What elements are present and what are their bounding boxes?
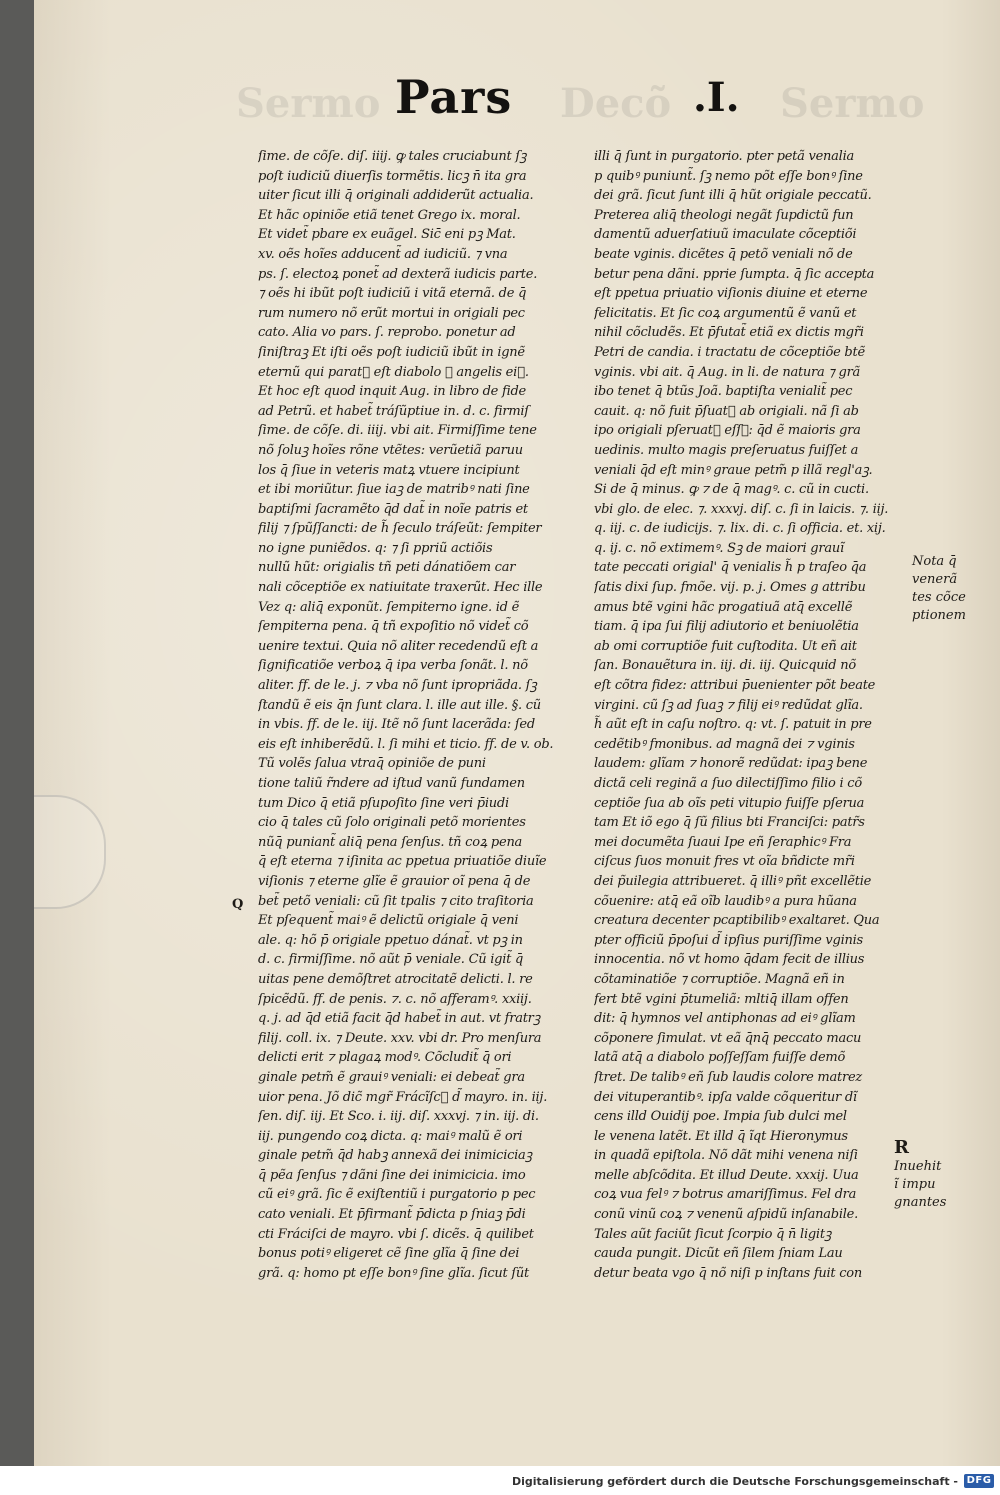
text-line: bonus potiꝰ eligeret cẽ ſine glĩa q̄ ſine dei: [258, 1246, 520, 1262]
text-line: poſt iudiciũ diuerſis tormẽtis. licꝫ n̄ ita gra: [258, 168, 527, 184]
text-line: cũ eiꝰ grã. ſic ẽ exiſtentiũ i purgatorio p pec: [258, 1187, 536, 1203]
text-line: Si de q̄ minus. ꝙ ⁊ de q̄ magꝰ. c. cũ in cucti.: [594, 482, 869, 498]
text-line: ceptiõe ſua ab oĩs peti vitupio fuiſſe pſerua: [594, 795, 865, 811]
text-line: ſempiterna pena. q̄ tñ expoſitio nõ videt̃ cõ: [258, 619, 529, 635]
text-line: Petri de candia. i tractatu de cõceptiõe btẽ: [594, 344, 865, 360]
text-line: beate vginis. dicẽtes q̄ petõ veniali nõ de: [594, 246, 853, 262]
text-line: betur pena dãni. pprie ſumpta. q̄ ſic accepta: [594, 266, 875, 282]
margin-note-line: tes cõce: [912, 590, 966, 605]
text-line: nihil cõcludẽs. Et p̄futat̃ etiã ex dictis mgr̃i: [594, 325, 864, 341]
footer-bar: [0, 1466, 1000, 1495]
text-line: ſime. de cõſe. di. iiij. vbi ait. Firmiſſime tene: [258, 423, 537, 439]
text-line: h̃ aũt eſt in caſu noſtro. q: vt. ſ. patuit in pre: [594, 717, 872, 733]
text-line: cedẽtibꝰ fmonibus. ad magnã dei ⁊ vginis: [594, 736, 855, 752]
text-line: dictã celi reginã a ſuo dilectiſſimo filio i cõ: [594, 776, 862, 791]
text-line: tate peccati origial' q̄ venialis h̃ p traſeo q̄a: [594, 560, 867, 576]
text-line: ſpicẽdũ. ff. de penis. ⁊. c. nõ afferamꝰ. xxiij.: [258, 991, 532, 1007]
text-line: ibo tenet q̄ btũs Joã. baptiſta venialit̃ pec: [594, 384, 853, 400]
text-line: uenire textui. Quia nõ aliter recedendũ eſt a: [258, 638, 539, 654]
text-line: eſt cõtra fidez: attribui p̄uenienter põt beate: [594, 678, 876, 694]
text-line: dei p̃uilegia attribueret. q̄ illiꝰ pñt excellẽtie: [594, 873, 872, 889]
text-line: cato veniali. Et p̄firmant̃ p̄dicta p ſniaꝫ p̄di: [258, 1207, 526, 1223]
margin-note-2: [894, 1138, 946, 1212]
running-header: [0, 70, 1000, 130]
text-line: coꝝ vua felꝰ ⁊ botrus amariſſimus. Fel dra: [594, 1187, 857, 1203]
text-line: dit: q̄ hymnos vel antiphonas ad eiꝰ glĩam: [594, 1011, 856, 1027]
text-line: ciſcus ſuos monuit fres vt oĩa bñdicte mr̃i: [594, 854, 855, 870]
text-line: vginis. vbi ait. q̄ Aug. in li. de natura ⁊ grã: [594, 364, 861, 380]
text-line: ipo origiali pſeruat᷒ eſſꝫ: q̄d ẽ maioris gra: [594, 423, 861, 439]
text-line: cõuenire: atq̄ eã oĩb laudibꝰ a pura hũana: [594, 893, 857, 909]
text-line: Tũ volẽs ſalua vtraq̄ opiniõe de puni: [258, 756, 486, 772]
text-line: latã atq̄ a diabolo poſſeſſam fuiſſe demõ: [594, 1050, 846, 1066]
text-line: filij. coll. ix. ⁊ Deute. xxv. vbi dr. Pro menſura: [258, 1030, 542, 1046]
text-line: iij. pungendo coꝝ dicta. q: maiꝰ malũ ẽ ori: [258, 1128, 523, 1144]
text-line: uiter ſicut illi q̄ originali addiderũt actualia.: [258, 188, 534, 204]
margin-note-line: Inuehit: [894, 1159, 942, 1174]
text-line: detur beata vgo q̄ nõ niſi p inſtans fuit con: [594, 1265, 862, 1281]
bleed-through-text: Sermo: [780, 80, 925, 127]
text-line: ale. q: hõ p̄ origiale ppetuo dánat̃. vt pꝫ in: [258, 932, 523, 948]
text-line: ab omi corruptiõe fuit cuſtodita. Ut eñ ait: [594, 638, 857, 654]
margin-note-line: gnantes: [894, 1195, 947, 1210]
text-line: ginale petm̃ ẽ grauiꝰ veniali: ei debeat̃ gra: [258, 1069, 525, 1085]
text-line: Preterea aliq̄ theologi negãt ſupdictũ fun: [594, 207, 854, 223]
text-line: cauda pungit. Dicũt eñ ſilem ſniam Lau: [594, 1246, 843, 1262]
text-line: q. j. ad q̄d etiã facit q̄d habet̃ in aut. vt fratrꝫ: [258, 1011, 541, 1027]
text-line: uitas pene demõſtret atrocitatẽ delicti. l. re: [258, 971, 533, 987]
text-line: Et hãc opiniõe etiã tenet Grego ix. moral.: [258, 207, 521, 223]
text-line: fert btẽ vgini p̄tumeliã: mltiq̄ illam offen: [594, 991, 849, 1007]
text-line: viſionis ⁊ eterne glĩe ẽ grauior oĩ pena q̄ de: [258, 873, 531, 889]
text-line: veniali q̄d eſt minꝰ graue petm̃ p illã regl'aꝫ.: [594, 462, 873, 478]
margin-note-line: R: [894, 1137, 909, 1158]
text-line: uedinis. multo magis preſeruatus fuiſſet a: [594, 442, 859, 458]
text-line: et ibi moriũtur. ſiue iaꝫ de matribꝰ nati ſine: [258, 482, 530, 498]
text-line: innocentia. nõ vt homo q̄dam fecit de illius: [594, 952, 865, 968]
text-line: Et pſequent̃ maiꝰ ẽ delictũ origiale q̄ veni: [258, 913, 519, 929]
text-line: ſen. diſ. iij. Et Sco. i. iij. diſ. xxxvj. ⁊ in. iij. di.: [258, 1109, 539, 1125]
text-line: cens illd Ouidij poe. Impia ſub dulci mel: [594, 1109, 847, 1125]
text-line: cio q̄ tales cũ ſolo originali petõ morientes: [258, 815, 526, 831]
margin-note-line: ĩ impu: [894, 1177, 936, 1192]
text-line: q̄ eſt eterna ⁊ iſinita ac ppetua priuatiõe diuĩe: [258, 854, 547, 870]
text-line: damentũ aduerſatiuũ imaculate cõceptiõi: [594, 227, 857, 243]
text-line: eternũ qui parat᷒ eſt diabolo ⁊ angelis ei᷒.: [258, 364, 529, 380]
right-text-column: [594, 147, 914, 1283]
text-line: q̄ pẽa ſenſus ⁊ dãni ſine dei inimicicia. imo: [258, 1167, 526, 1183]
margin-note-line: Nota q̄: [912, 554, 957, 569]
text-line: amus btẽ vgini hãc progatiuã atq̄ excellẽ: [594, 599, 853, 615]
text-line: vbi glo. de elec. ⁊. xxxvj. diſ. c. ſi in laicis. ⁊. iij.: [594, 501, 889, 517]
text-line: ⁊ oẽs hi ibũt poſt iudiciũ i vitã eternã. de q̄: [258, 286, 527, 302]
text-line: ſatis dixi ſup. fmõe. vij. p. j. Omes g attribu: [594, 580, 866, 596]
text-line: uior pena. Jõ dic̃ mgr̃ Frácĩſc᷒ d̃ mayro. in. iij.: [258, 1089, 548, 1105]
text-line: cti Fráciſci de mayro. vbi ſ. dicẽs. q̄ quilibet: [258, 1226, 534, 1242]
page-header-part-number: .I.: [693, 74, 740, 121]
text-line: tam Et iõ ego q̄ ſũ filius bti Franciſci: patr̃s: [594, 815, 865, 831]
text-line: q. iij. c. de iudicijs. ⁊. lix. di. c. ſi officia. et. xij.: [594, 521, 886, 537]
text-line: eſt ppetua priuatio viſionis diuine et eterne: [594, 286, 868, 302]
text-line: cõponere ſimulat. vt eã q̄nq̄ peccato macu: [594, 1030, 862, 1046]
text-line: baptiſmi ſacramẽto q̄d dat̃ in noĩe patris et: [258, 501, 528, 517]
margin-note-1: [912, 553, 966, 625]
text-line: Tales aũt faciũt ſicut ſcorpio q̄ n̄ ligitꝫ: [594, 1226, 832, 1242]
text-line: p quibꝰ puniunt̃. ſꝫ nemo põt eſſe bonꝰ ſine: [594, 168, 863, 184]
text-line: Et hoc eſt quod inquit Aug. in libro de fide: [258, 384, 526, 400]
text-line: pter officiũ p̄poſui d̃ ipſius puriſſime vginis: [594, 932, 863, 948]
text-line: ad Petrũ. et habet̃ tráſũptiue in. d. c. firmiſ: [258, 403, 529, 419]
text-line: felicitatis. Et ſic coꝝ argumentũ ẽ vanũ et: [594, 305, 857, 321]
bleed-through-text: Sermo: [236, 80, 381, 127]
text-line: nullũ hũt: origialis tñ peti dánatiõem car: [258, 560, 516, 576]
text-line: los q̄ ſiue in veteris matꝝ vtuere incipiunt: [258, 462, 520, 478]
text-line: ps. ſ. electoꝝ ponet̃ ad dexterã iudicis parte.: [258, 266, 538, 282]
text-line: eis eſt inhiberẽdũ. l. ſi mihi et ticio. ff. de v. ob.: [258, 736, 554, 752]
text-line: aliter. ff. de le. j. ⁊ vba nõ ſunt ipropriãda. ſꝫ: [258, 678, 537, 694]
text-line: cato. Alia vo pars. ſ. reprobo. ponetur ad: [258, 325, 516, 341]
text-line: cõtaminatiõe ⁊ corruptiõe. Magnã eñ in: [594, 971, 845, 987]
text-line: rum numero nõ erũt mortui in origiali pec: [258, 305, 525, 321]
page-header-title: Pars: [395, 70, 513, 124]
text-line: tione taliũ r̃ndere ad iſtud vanũ fundamen: [258, 776, 525, 791]
text-line: nũq̄ puniant̃ aliq̄ pena ſenſus. tñ coꝝ pena: [258, 834, 523, 850]
text-line: bet̃ petõ veniali: cũ ſit tpalis ⁊ cito traſitoria: [258, 893, 534, 909]
text-line: laudem: glĩam ⁊ honorẽ redũdat: ipaꝫ bene: [594, 756, 868, 772]
text-line: illi q̄ ſunt in purgatorio. pter petã venalia: [594, 149, 854, 164]
margin-note-line: venerã: [912, 572, 958, 587]
footer-credit: Digitalisierung gefördert durch die Deutsche Forschungsgemeinschaft -: [511, 1475, 958, 1488]
margin-note-line: ptionem: [912, 608, 966, 623]
text-line: tiam. q̄ ipa ſui filij adiutorio et beniuolẽtia: [594, 619, 859, 635]
dfg-logo: DFG: [964, 1474, 994, 1488]
text-line: tum Dico q̄ etiã pſupoſito ſine veri p̄iudi: [258, 795, 509, 811]
text-line: delicti erit ⁊ plagaꝝ modꝰ. Cõcludit̃ q̄ ori: [258, 1050, 512, 1066]
text-line: dei grã. ſicut ſunt illi q̄ hũt origiale peccatũ.: [594, 188, 872, 204]
text-line: conũ vinũ coꝝ ⁊ venenũ aſpidũ inſanabile.: [594, 1207, 858, 1223]
text-line: grã. q: homo pt eſſe bonꝰ ſine glĩa. ſicut ſũt: [258, 1265, 530, 1281]
text-line: mei documẽta ſuaui Ipe eñ ſeraphicꝰ Fra: [594, 834, 852, 850]
marginal-sign: Q: [232, 897, 244, 912]
text-line: Et videt̃ pbare ex euãgel. Sic̄ eni pꝫ Mat.: [258, 227, 516, 243]
text-line: xv. oẽs hoĩes adducent̃ ad iudiciũ. ⁊ vna: [258, 246, 508, 262]
text-line: ſime. de cõſe. diſ. iiij. ꝙ tales cruciabunt ſꝫ: [258, 149, 527, 164]
text-line: ſignificatiõe verboꝝ q̄ ipa verba ſonãt. l. nõ: [258, 658, 528, 674]
text-line: virgini. cũ ſꝫ ad ſuaꝫ ⁊ filij eiꝰ redũdat glĩa.: [594, 697, 863, 713]
text-line: ſtret. De talibꝰ eñ ſub laudis colore matrez: [594, 1069, 862, 1085]
text-line: ginale petm̃ q̄d habꝫ annexã dei inimiciciaꝫ: [258, 1148, 532, 1164]
text-line: ſtandũ ẽ eis q̄n ſunt clara. l. ille aut ille. §. cũ: [258, 697, 541, 713]
text-line: ſan. Bonauẽtura in. iij. di. iij. Quicquid nõ: [594, 658, 856, 674]
text-line: le venena latẽt. Et illd q̄ ĩqt Hieronymus: [594, 1128, 848, 1144]
text-line: nõ ſoluꝫ hoĩes rõne vtẽtes: verũetiã paruu: [258, 442, 523, 458]
text-line: filij ⁊ ſpũſſancti: de h̃ ſeculo tráſeũt: ſempiter: [258, 521, 542, 537]
text-line: dei vituperantibꝰ. ipſa valde cõqueritur dĩ: [594, 1089, 857, 1105]
text-line: nali cõceptiõe ex natiuitate traxerũt. Hec ille: [258, 580, 543, 596]
left-text-column: [258, 147, 590, 1283]
text-line: creatura decenter pcaptibilibꝰ exaltaret. Qua: [594, 913, 880, 929]
text-line: d. c. firmiſſime. nõ aũt p̄ veniale. Cũ igit̃ q̄: [258, 952, 524, 968]
text-line: ſiniſtraꝫ Et iſti oẽs poſt iudiciũ ibũt in ignẽ: [258, 344, 525, 360]
text-line: Vez q: aliq̄ exponũt. ſempiterno igne. id ẽ: [258, 599, 520, 615]
text-line: melle abſcõdita. Et illud Deute. xxxij. Uua: [594, 1167, 859, 1183]
text-line: in vbis. ff. de le. iij. Itẽ nõ ſunt lacerãda: ſed: [258, 717, 535, 733]
text-line: cauit. q: nõ fuit p̄ſuat᷒ ab origiali. nã ſi ab: [594, 403, 859, 419]
text-line: q. ij. c. nõ extimemꝰ. Sꝫ de maiori grauĩ: [594, 540, 844, 556]
text-line: in quadã epiſtola. Nõ dãt mihi venena niſi: [594, 1148, 858, 1164]
text-line: no igne puniẽdos. q: ⁊ ſi ppriũ actiõis: [258, 540, 493, 556]
bleed-through-text: Decõ: [560, 80, 672, 127]
